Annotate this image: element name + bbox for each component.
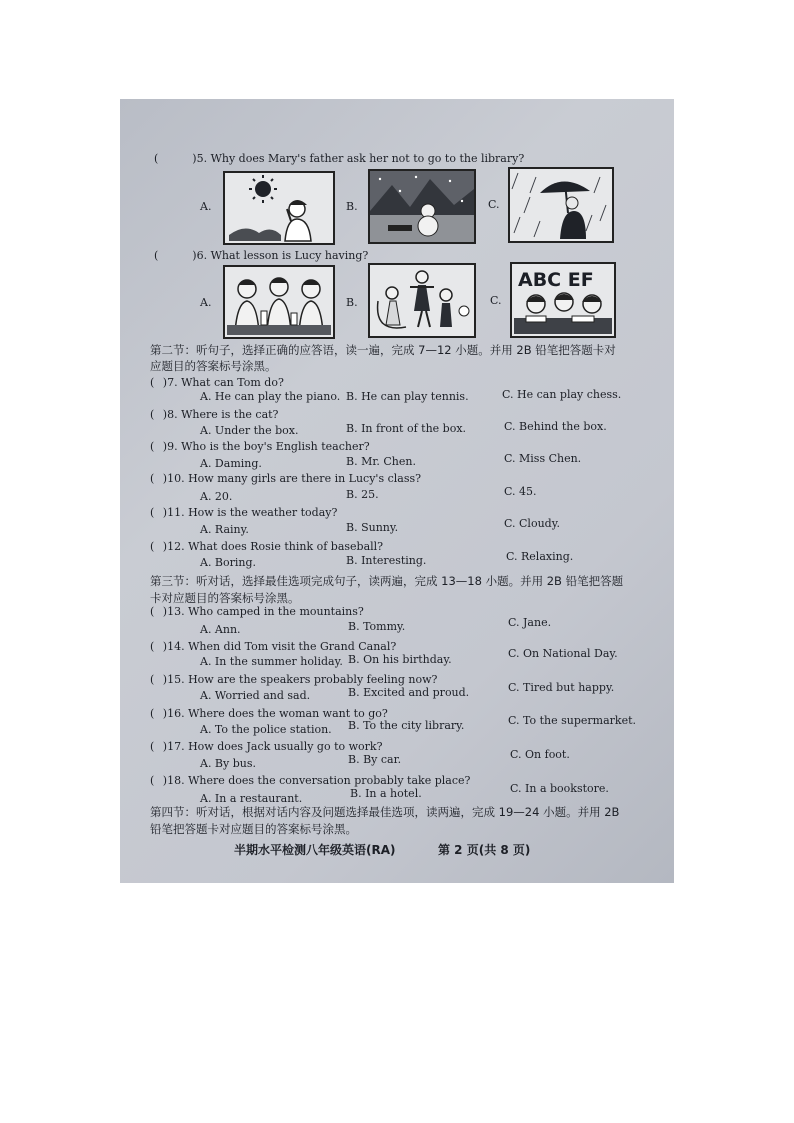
question-7: ( )7. What can Tom do? <box>150 376 284 389</box>
option-c: C. Cloudy. <box>504 517 560 530</box>
option-c: C. Behind the box. <box>504 420 607 433</box>
option-c: C. Relaxing. <box>506 550 574 563</box>
option-a: A. He can play the piano. <box>200 390 341 403</box>
option-b: B. Tommy. <box>348 620 406 633</box>
option-c: C. 45. <box>504 485 537 498</box>
answer-paren-open: ( <box>154 152 159 165</box>
option-b: B. Excited and proud. <box>348 686 470 699</box>
option-b: B. He can play tennis. <box>346 390 469 403</box>
option-a: A. Ann. <box>200 623 241 636</box>
exam-page-photo <box>120 99 674 883</box>
section-2-instruction-line2: 应题目的答案标号涂黑。 <box>150 359 277 373</box>
option-b: B. Sunny. <box>346 521 399 534</box>
option-label-a: A. <box>200 296 212 309</box>
answer-paren-open: ( <box>154 249 159 262</box>
option-a: A. Daming. <box>200 457 262 470</box>
section-4-instruction-line2: 铅笔把答题卡对应题目的答案标号涂黑。 <box>150 822 357 836</box>
picture-5b-snow <box>368 169 476 244</box>
question-11: ( )11. How is the weather today? <box>150 506 338 519</box>
section-3-instruction-line1: 第三节：听对话，选择最佳选项完成句子，读两遍，完成 13—18 小题。并用 2B 铅笔把答题 <box>150 574 624 588</box>
question-5 <box>154 152 524 165</box>
answer-paren-close: ) <box>192 152 197 165</box>
option-b: B. On his birthday. <box>348 653 452 666</box>
picture-5c-rain <box>508 167 614 243</box>
answer-paren-close: ) <box>192 249 197 262</box>
picture-5a-hot-sun <box>223 171 335 245</box>
option-c: C. On National Day. <box>508 647 618 660</box>
question-16: ( )16. Where does the woman want to go? <box>150 707 388 720</box>
question-text: 6. What lesson is Lucy having? <box>196 249 369 262</box>
option-b: B. Mr. Chen. <box>346 455 416 468</box>
picture-6c-english-class <box>510 262 616 338</box>
question-14: ( )14. When did Tom visit the Grand Canal? <box>150 640 397 653</box>
question-15: ( )15. How are the speakers probably feeling now? <box>150 673 438 686</box>
option-label-a: A. <box>200 200 212 213</box>
option-b: B. 25. <box>346 488 379 501</box>
option-b: B. In front of the box. <box>346 422 467 435</box>
option-b: B. Interesting. <box>346 554 427 567</box>
page-footer-title: 半期水平检测八年级英语(RA) <box>234 843 396 857</box>
option-a: A. Worried and sad. <box>200 689 311 702</box>
option-c: C. He can play chess. <box>502 388 622 401</box>
section-3-instruction-line2: 卡对应题目的答案标号涂黑。 <box>150 591 300 605</box>
picture-6b-pe-class <box>368 263 476 338</box>
option-label-c: C. <box>490 294 502 307</box>
option-label-b: B. <box>346 200 358 213</box>
option-a: A. Under the box. <box>200 424 299 437</box>
option-a: A. Boring. <box>200 556 257 569</box>
option-c: C. Jane. <box>508 616 552 629</box>
option-a: A. Rainy. <box>200 523 249 536</box>
option-c: C. In a bookstore. <box>510 782 609 795</box>
option-c: C. Tired but happy. <box>508 681 615 694</box>
alphabet-letters: ABC EF <box>518 269 594 291</box>
option-a: A. 20. <box>200 490 233 503</box>
question-18: ( )18. Where does the conversation probably take place? <box>150 774 471 787</box>
question-text: 5. Why does Mary's father ask her not to go to the library? <box>196 152 525 165</box>
option-a: A. In a restaurant. <box>200 792 303 805</box>
option-b: B. In a hotel. <box>350 787 422 800</box>
option-c: C. Miss Chen. <box>504 452 582 465</box>
option-a: A. In the summer holiday. <box>200 655 343 668</box>
question-6 <box>154 249 368 262</box>
option-label-b: B. <box>346 296 358 309</box>
option-a: A. To the police station. <box>200 723 332 736</box>
question-9: ( )9. Who is the boy's English teacher? <box>150 440 370 453</box>
option-b: B. By car. <box>348 753 402 766</box>
option-label-c: C. <box>488 198 500 211</box>
section-4-instruction-line1: 第四节：听对话，根据对话内容及问题选择最佳选项，读两遍，完成 19—24 小题。并用 2B <box>150 805 620 819</box>
option-a: A. By bus. <box>200 757 256 770</box>
option-c: C. To the supermarket. <box>508 714 637 727</box>
question-17: ( )17. How does Jack usually go to work? <box>150 740 383 753</box>
question-12: ( )12. What does Rosie think of baseball? <box>150 540 384 553</box>
option-b: B. To the city library. <box>348 719 465 732</box>
section-2-instruction-line1: 第二节：听句子，选择正确的应答语，读一遍，完成 7—12 小题。并用 2B 铅笔把答题卡对 <box>150 343 616 357</box>
option-c: C. On foot. <box>510 748 570 761</box>
picture-6a-science-lab <box>223 265 335 339</box>
question-13: ( )13. Who camped in the mountains? <box>150 605 364 618</box>
question-8: ( )8. Where is the cat? <box>150 408 279 421</box>
question-10: ( )10. How many girls are there in Lucy's class? <box>150 472 422 485</box>
page-footer-number: 第 2 页(共 8 页) <box>438 843 531 857</box>
